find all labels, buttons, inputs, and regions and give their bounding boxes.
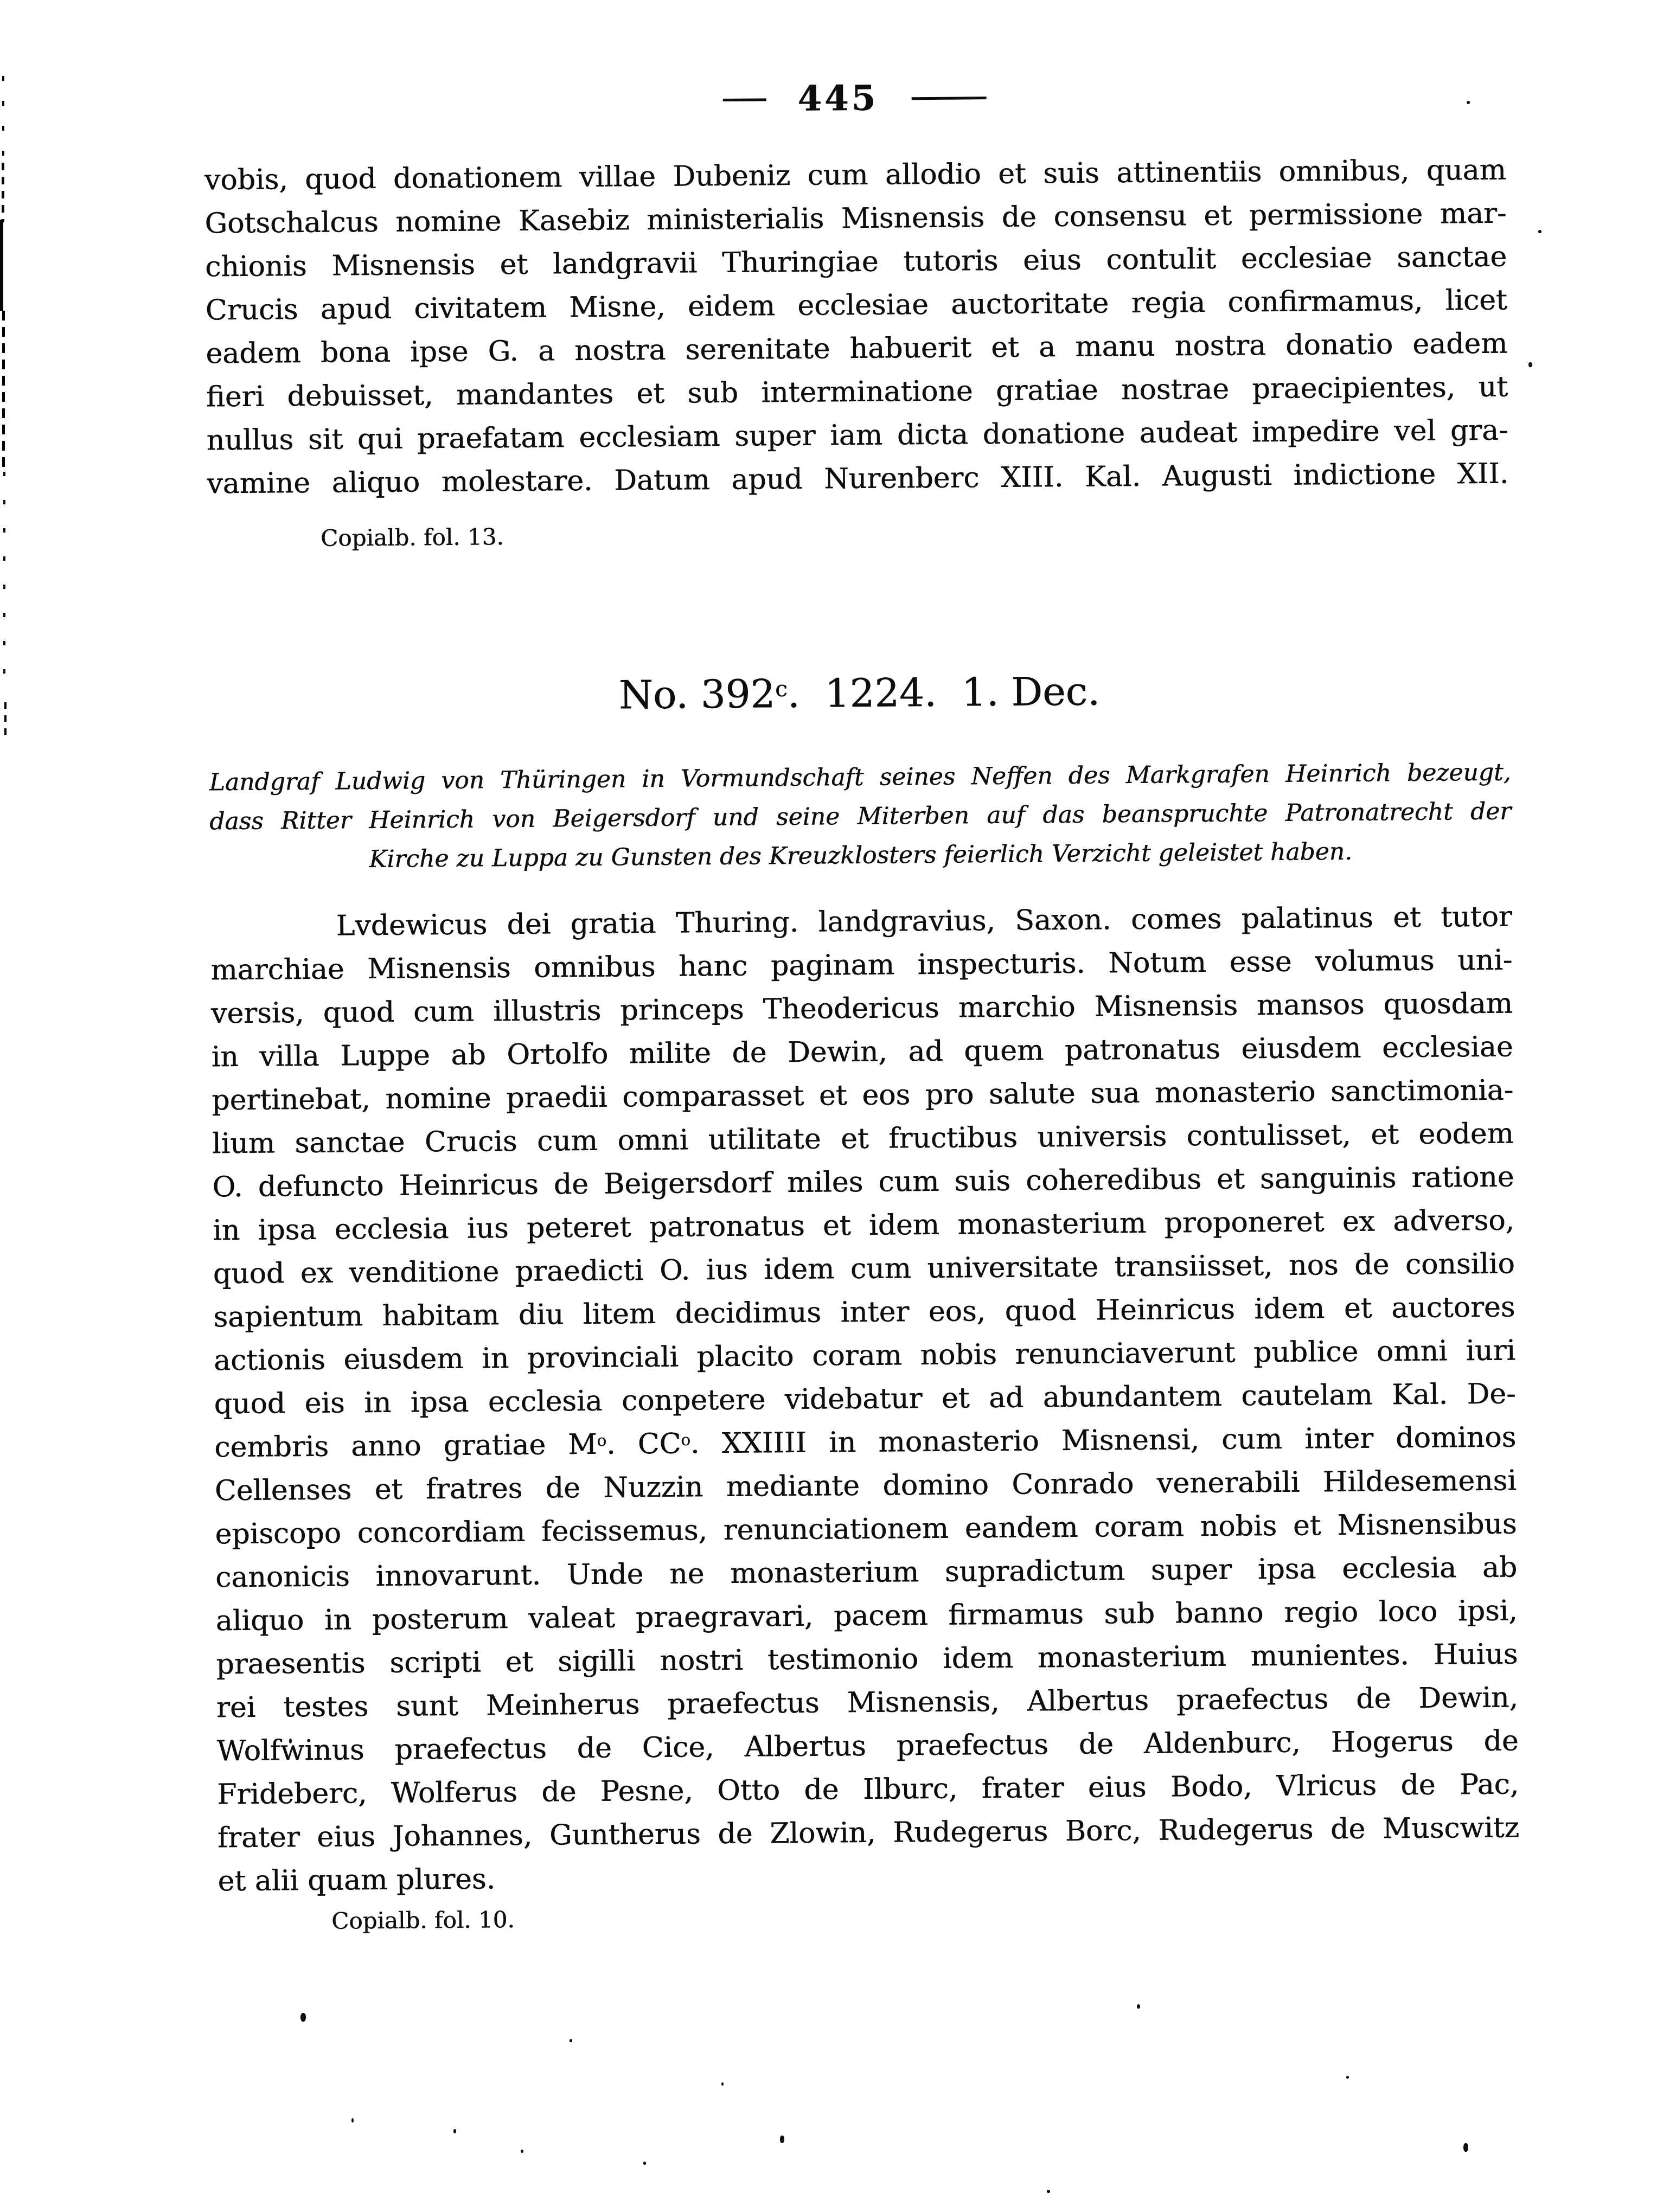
- text-line: marchiae Misnensis omnibus hanc paginam inspecturis. Notum esse volumus uni-: [210, 944, 1513, 987]
- text-line: Crucis apud civitatem Misne, eidem ecclesiae auctoritate regia confirmamus, licet: [205, 284, 1507, 327]
- page-content: [203, 0, 1522, 2212]
- entry-number-superscript: c: [775, 676, 788, 702]
- text-line: et alii quam plures.: [218, 1863, 496, 1898]
- scan-artifact-edge: [0, 220, 3, 311]
- page-number: 445: [797, 78, 879, 119]
- summary-line: Landgraf Ludwig von Thüringen in Vormundschaft seines Neffen des Markgrafen Heinrich bezeugt,: [209, 758, 1511, 797]
- text-line: Frideberc, Wolferus de Pesne, Otto de Ilburc, frater eius Bodo, Vlricus de Pac,: [217, 1768, 1519, 1811]
- text-line: eadem bona ipse G. a nostra serenitate habuerit et a manu nostra donatio eadem: [206, 327, 1508, 370]
- charter-text-continuation: [204, 149, 1509, 506]
- scan-artifact-edge: [4, 702, 7, 740]
- text-line: pertinebat, nomine praedii comparasset et eos pro salute sua monasterio sanctimonia-: [211, 1074, 1514, 1117]
- page-header: [204, 76, 1506, 121]
- text-line: versis, quod cum illustris princeps Theodericus marchio Misnensis mansos quosdam: [210, 987, 1513, 1030]
- header-rule-left: [722, 98, 766, 101]
- text-line: chionis Misnensis et landgravii Thuringiae tutoris eius contulit ecclesiae sanctae: [204, 240, 1507, 284]
- text-segment: . CC: [606, 1427, 681, 1461]
- text-line: Gotschalcus nomine Kasebiz ministerialis Misnensis de consensu et permissione mar-: [204, 197, 1507, 240]
- text-line: lium sanctae Crucis cum omni utilitate et fructibus universis contulisset, et eodem: [212, 1117, 1514, 1161]
- text-line: in villa Luppe ab Ortolfo milite de Dewin, ad quem patronatus eiusdem ecclesiae: [211, 1030, 1513, 1074]
- text-line: in ipsa ecclesia ius peteret patronatus et idem monasterium proponeret ex adverso,: [212, 1204, 1515, 1247]
- entry-number: No. 392: [618, 671, 776, 718]
- scan-artifact-edge: [2, 311, 5, 468]
- entry-year: 1224.: [824, 669, 937, 716]
- text-line: episcopo concordiam fecissemus, renunciationem eandem coram nobis et Misnensibus: [215, 1508, 1517, 1551]
- text-line: Cellenses et fratres de Nuzzin mediante domino Conrado venerabili Hildesemensi: [214, 1464, 1517, 1508]
- source-note: Copialb. fol. 13.: [320, 523, 504, 552]
- summary-line: dass Ritter Heinrich von Beigersdorf und seine Miterben auf das beanspruchte Patronatrecht der: [209, 797, 1512, 836]
- entry-heading: [208, 666, 1511, 720]
- text-line: actionis eiusdem in provinciali placito coram nobis renunciaverunt publice omni iuri: [213, 1334, 1516, 1377]
- text-line: nullus sit qui praefatam ecclesiam super iam dicta donatione audeat impedire vel gra-: [206, 414, 1508, 457]
- scan-artifact-edge: [2, 76, 4, 163]
- entry-day: 1. Dec.: [961, 668, 1101, 715]
- scan-speck: [1528, 362, 1532, 367]
- text-line: praesentis scripti et sigilli nostri testimonio idem monasterium munientes. Huius: [216, 1638, 1518, 1681]
- header-rule-right: [912, 97, 987, 100]
- scan-speck: [1538, 230, 1541, 233]
- text-line: O. defuncto Heinricus de Beigersdorf miles cum suis coheredibus et sanguinis ratione: [212, 1161, 1514, 1204]
- source-note: Copialb. fol. 10.: [331, 1906, 515, 1934]
- text-line: canonicis innovarunt. Unde ne monasterium supradictum super ipsa ecclesia ab: [215, 1551, 1518, 1594]
- text-line: Lvdewicus dei gratia Thuring. landgravius, Saxon. comes palatinus et tutor: [336, 900, 1512, 942]
- text-line: sapientum habitam diu litem decidimus inter eos, quod Heinricus idem et auctores: [213, 1291, 1515, 1334]
- scan-artifact-edge: [2, 163, 4, 222]
- text-line: fieri debuisset, mandantes et sub interminatione gratiae nostrae praecipientes, ut: [206, 370, 1508, 414]
- superscript-o: o: [597, 1431, 607, 1450]
- scan-artifact-edge: [3, 472, 5, 683]
- text-line: Wolfwinus praefectus de Cice, Albertus praefectus de Aldenburc, Hogerus de: [216, 1724, 1519, 1768]
- summary-line: Kirche zu Luppa zu Gunsten des Kreuzklosters feierlich Verzicht geleistet haben.: [369, 837, 1353, 874]
- text-line: quod eis in ipsa ecclesia conpetere videbatur et ad abundantem cautelam Kal. De-: [214, 1377, 1516, 1421]
- superscript-o: o: [681, 1430, 690, 1450]
- charter-text: [210, 895, 1519, 1903]
- text-line: quod ex venditione praedicti O. ius idem cum universitate transiisset, nos de consilio: [213, 1247, 1515, 1291]
- text-line: vobis, quod donationem villae Dubeniz cum allodio et suis attinentiis omnibus, quam: [204, 153, 1507, 197]
- text-line: aliquo in posterum valeat praegravari, pacem firmamus sub banno regio loco ipsi,: [215, 1594, 1518, 1638]
- text-line: rei testes sunt Meinherus praefectus Misnensis, Albertus praefectus de Dewin,: [216, 1681, 1519, 1724]
- text-line: frater eius Johannes, Guntherus de Zlowin, Rudegerus Borc, Rudegerus de Muscwitz: [217, 1811, 1520, 1855]
- entry-number-period: .: [787, 670, 800, 717]
- text-segment: cembris anno gratiae M: [214, 1428, 597, 1464]
- entry-summary: [209, 753, 1512, 881]
- text-line: vamine aliquo molestare. Datum apud Nurenberc XIII. Kal. Augusti indictione XII.: [207, 457, 1509, 501]
- text-segment: . XXIIII in monasterio Misnensi, cum inter dominos: [690, 1421, 1517, 1460]
